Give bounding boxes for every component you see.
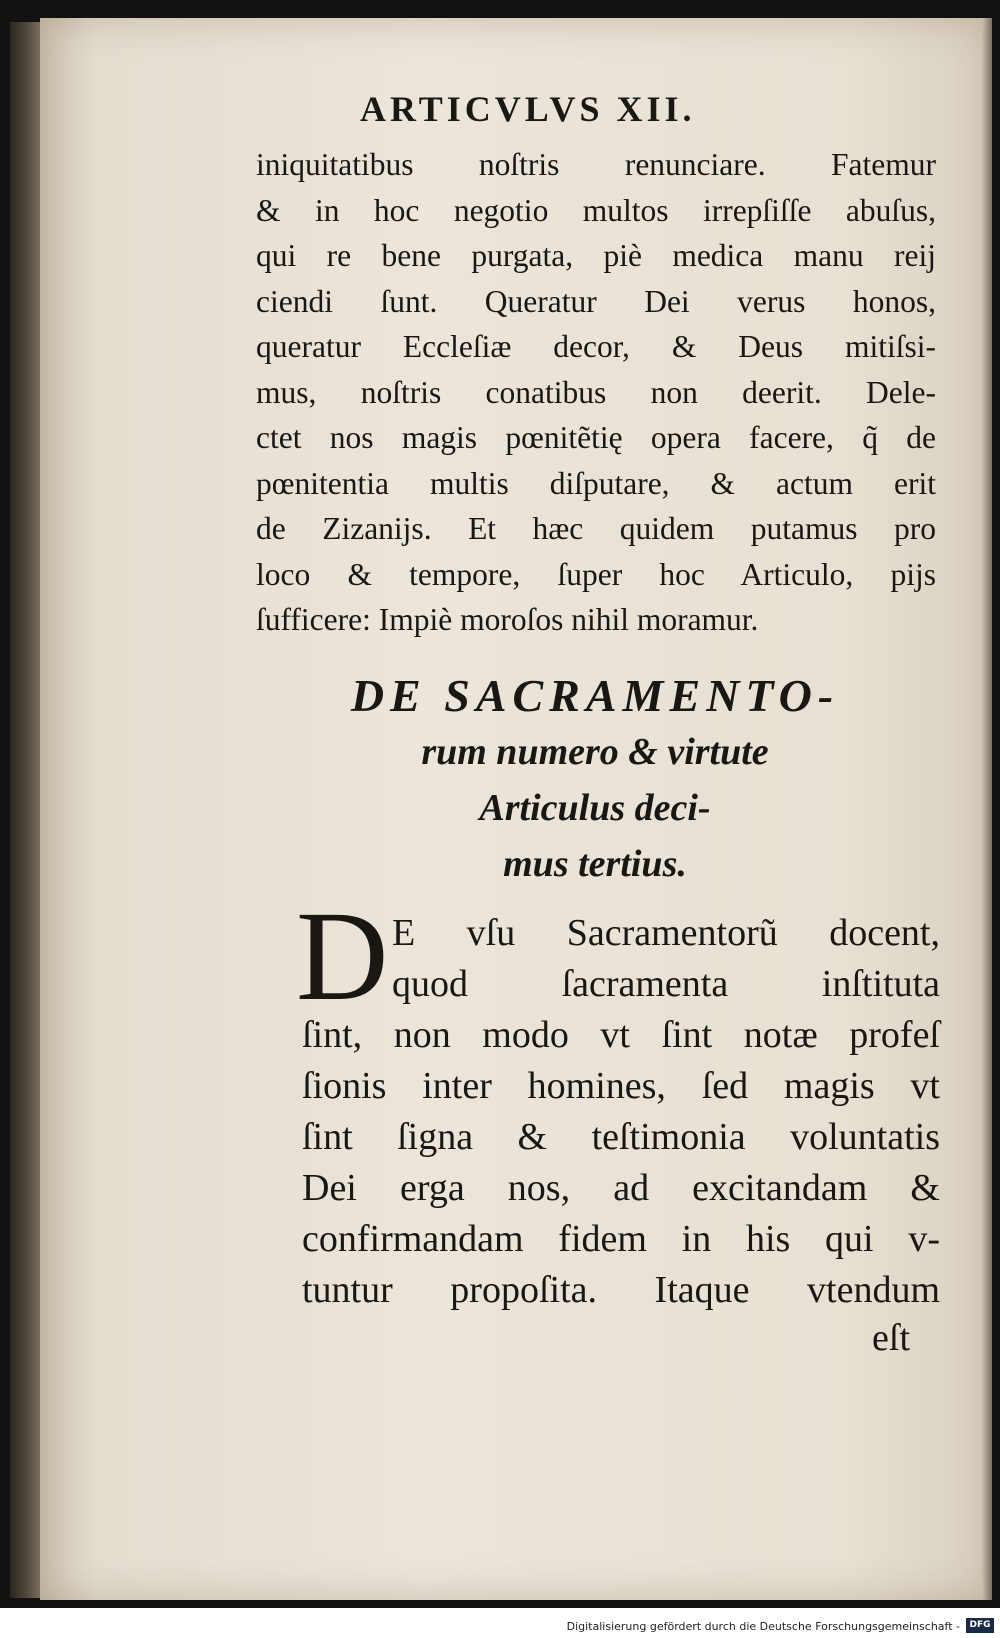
heading-line: rum numero & virtute [421,731,769,773]
text-line: ſufficere: Impiè moroſos nihil moramur. [256,602,759,637]
text-line: ſint, non modo vt ſint notæ profeſ [302,1014,940,1056]
drop-cap: D [296,885,389,1027]
text-line: loco & tempore, ſuper hoc Articulo, pijs [256,556,936,592]
heading-line: mus tertius. [503,843,687,885]
heading-line: Articulus deci- [479,787,711,829]
section-heading [250,668,940,892]
dfg-logo: DFG [966,1618,994,1633]
funding-credit: Digitalisierung gefördert durch die Deutsche Forschungsgemeinschaft - [566,1620,960,1633]
text-line: confirmandam fidem in his qui v- [302,1218,940,1260]
text-line: Dei erga nos, ad excitandam & [302,1167,940,1209]
text-line: & in hoc negotio multos irrepſiſſe abuſus, [256,192,936,228]
text-line: tuntur propoſita. Itaque vtendum [302,1269,940,1311]
text-line: mus, noſtris conatibus non deerit. Dele- [256,374,936,410]
text-line: qui re bene purgata, piè medica manu reij [256,238,936,273]
text-line: ſionis inter homines, ſed magis vt [302,1065,940,1107]
text-line: quod ſacramenta inſtituta [392,963,940,1005]
text-line: queratur Eccleſiæ decor, & Deus mitiſsi- [256,329,936,364]
text-line: de Zizanijs. Et hæc quidem putamus pro [256,511,936,546]
running-head: ARTICVLVS XII. [360,89,696,129]
bottom-paragraph [302,908,940,1316]
text-line: pœnitentia multis diſputare, & actum erit [256,465,936,501]
text-line: iniquitatibus noſtris renunciare. Fatemur [256,147,936,182]
top-paragraph [256,142,936,643]
text-line: ſint ſigna & teſtimonia voluntatis [302,1116,940,1158]
text-line: ctet nos magis pœnitẽtię opera facere, q̃ de [256,420,936,455]
page-right-edge [982,18,992,1600]
text-line: ciendi ſunt. Queratur Dei verus honos, [256,283,936,319]
text-line: E vſu Sacramentorũ docent, [392,912,940,954]
catchword: eſt [872,1317,910,1359]
heading-line: DE SACRAMENTO- [350,670,840,721]
